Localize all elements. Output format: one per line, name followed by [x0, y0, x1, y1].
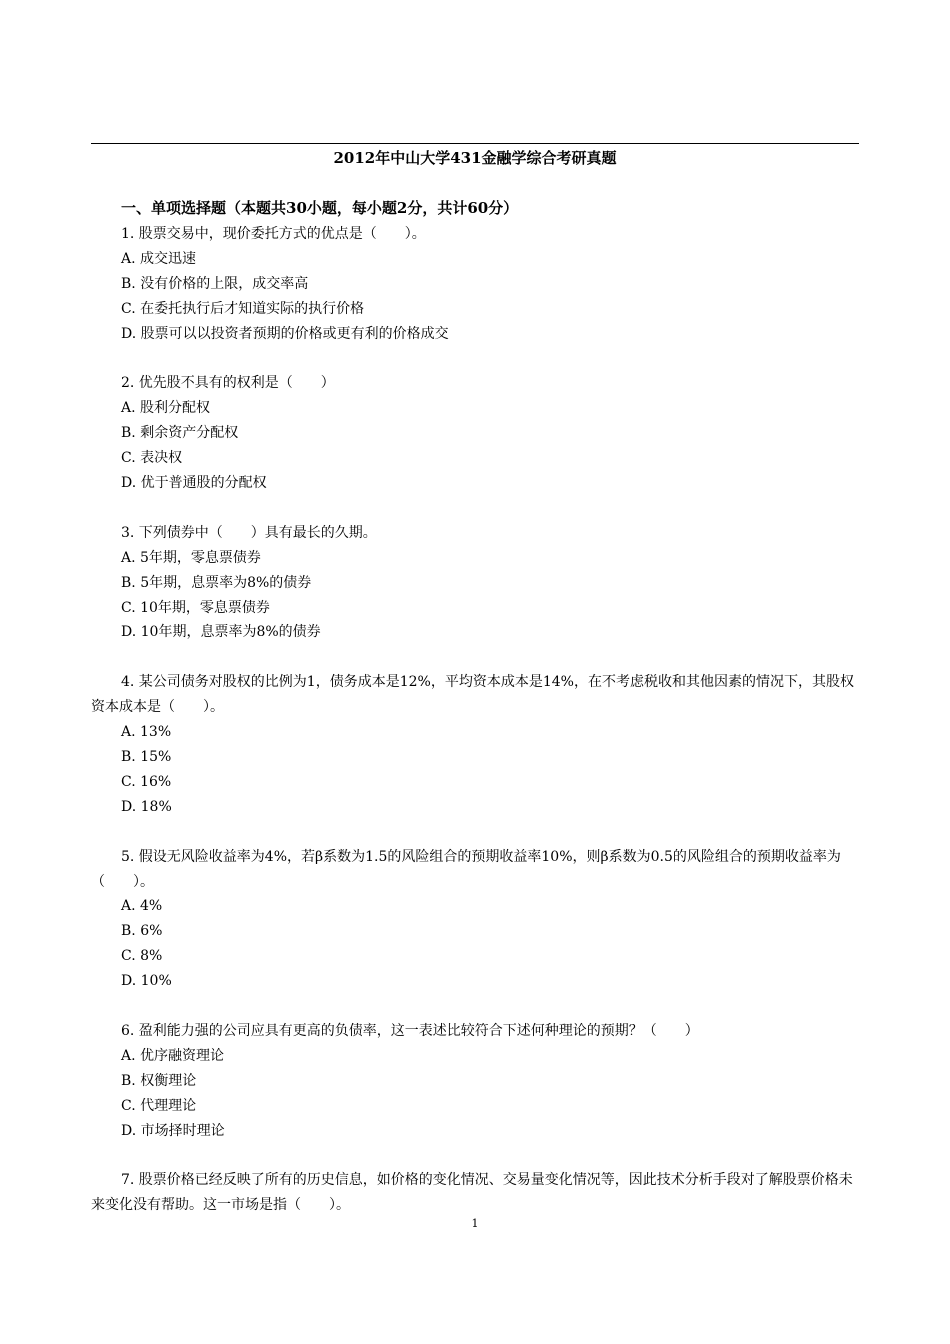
- question-4: [91, 670, 859, 819]
- option: A. 优序融资理论: [121, 1047, 225, 1064]
- option: A. 4%: [121, 898, 163, 915]
- page-number: 1: [471, 1217, 479, 1230]
- option: B. 15%: [121, 748, 172, 765]
- option: A. 13%: [121, 724, 172, 741]
- question-stem: 4. 某公司债务对股权的比例为1，债务成本是12%，平均资本成本是14%，在不考虑税收和其他因素的情况下，其股权资本成本是（ ）。: [91, 674, 854, 716]
- option: B. 5年期，息票率为8%的债券: [121, 574, 312, 591]
- option: D. 市场择时理论: [121, 1122, 225, 1139]
- option: C. 代理理论: [121, 1097, 197, 1114]
- option: B. 剩余资产分配权: [121, 425, 239, 442]
- option: C. 8%: [121, 948, 163, 965]
- option: A. 5年期，零息票债券: [121, 549, 261, 566]
- question-list: [91, 222, 859, 1243]
- option: D. 股票可以以投资者预期的价格或更有利的价格成交: [121, 325, 449, 342]
- section-heading: 一、单项选择题（本题共30小题，每小题2分，共计60分）: [121, 199, 519, 217]
- option: C. 表决权: [121, 450, 183, 467]
- option: A. 成交迅速: [121, 250, 197, 267]
- header-rule: [91, 143, 859, 144]
- option: B. 6%: [121, 923, 163, 940]
- option: C. 在委托执行后才知道实际的执行价格: [121, 300, 365, 317]
- question-6: [91, 1019, 859, 1144]
- option: C. 10年期，零息票债券: [121, 599, 270, 616]
- option: B. 权衡理论: [121, 1072, 197, 1089]
- option: C. 16%: [121, 773, 172, 790]
- question-stem: 5. 假设无风险收益率为4%，若β系数为1.5的风险组合的预期收益率10%，则β系数为0.5的风险组合的预期收益率为（ ）。: [91, 848, 841, 890]
- question-stem: 7. 股票价格已经反映了所有的历史信息，如价格的变化情况、交易量变化情况等，因此技术分析手段对了解股票价格未来变化没有帮助。这一市场是指（ ）。: [91, 1172, 853, 1214]
- option: D. 10%: [121, 973, 172, 990]
- question-3: [91, 521, 859, 646]
- option: D. 18%: [121, 798, 172, 815]
- question-7: [91, 1168, 859, 1218]
- option: A. 股利分配权: [121, 400, 211, 417]
- option: B. 没有价格的上限，成交率高: [121, 275, 309, 292]
- option: D. 优于普通股的分配权: [121, 475, 267, 492]
- question-2: [91, 371, 859, 496]
- question-5: [91, 845, 859, 994]
- question-1: [91, 222, 859, 347]
- option: D. 10年期，息票率为8%的债券: [121, 624, 321, 641]
- question-stem: 2. 优先股不具有的权利是（ ）: [121, 375, 335, 392]
- page-title: 2012年中山大学431金融学综合考研真题: [333, 149, 617, 167]
- question-stem: 3. 下列债券中（ ）具有最长的久期。: [121, 524, 377, 541]
- question-stem: 6. 盈利能力强的公司应具有更高的负债率，这一表述比较符合下述何种理论的预期？（ ）: [121, 1022, 699, 1039]
- question-stem: 1. 股票交易中，现价委托方式的优点是（ ）。: [121, 226, 426, 242]
